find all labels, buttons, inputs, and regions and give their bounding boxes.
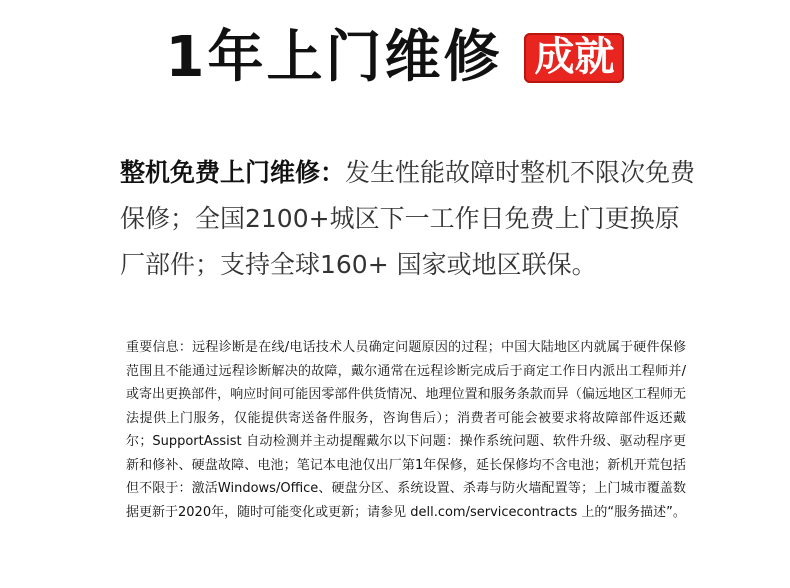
headline [0,22,790,94]
summary-body: 发生性能故障时整机不限次免费保修；全国2100+城区下一工作日免费上门更换原厂部件；支持全球160+ 国家或地区联保。 [120,158,696,279]
important-notice: 重要信息：远程诊断是在线/电话技术人员确定问题原因的过程；中国大陆地区内就属于硬件保修范围且不能通过远程诊断解决的故障，戴尔通常在远程诊断完成后于商定工作日内派出工程师并/或寄出更换部件，响应时间可能因零部件供货情况、地理位置和服务条款而异（偏远地区工程师无法提供上门服务，仅能提供寄送备件服务，咨询售后）；消费者可能会被要求将故障部件返还戴尔；SupportAssist 自动检测并主动提醒戴尔以下问题：操作系统问题、软件升级、驱动程序更新和修补、硬盘故障、电池；笔记本电池仅出厂第1年保修，延长保修均不含电池；新机开荒包括但不限于：激活Windows/Office、硬盘分区、系统设置、杀毒与防火墙配置等；上门城市覆盖数据更新于2020年，随时可能变化或更新；请参见 dell.com/servicecontracts 上的“服务描述”。 [126,340,686,520]
headline-title: 1年上门维修 [165,25,503,90]
summary-lead: 整机免费上门维修： [120,158,346,187]
badge-label: 成就 [524,33,624,83]
service-summary [120,150,700,288]
